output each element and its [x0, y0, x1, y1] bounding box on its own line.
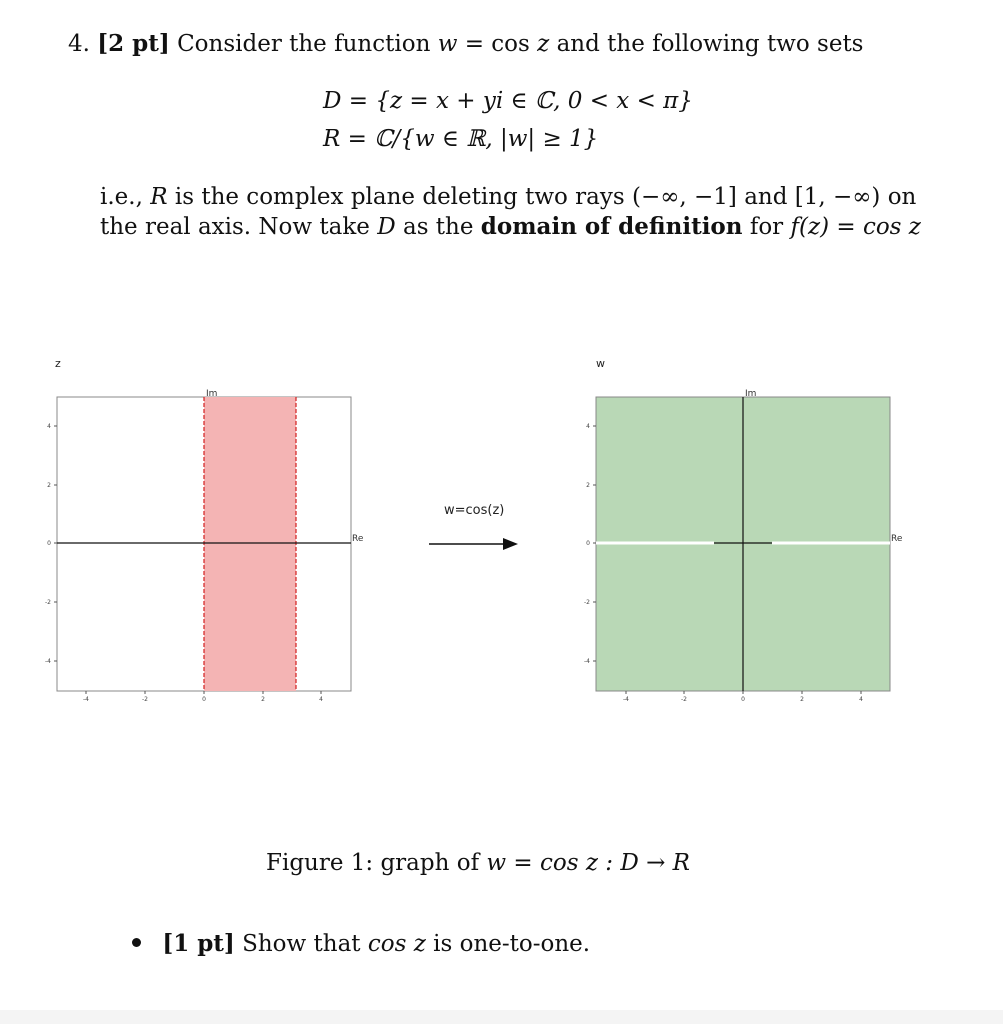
subquestion-points: [1 pt]	[162, 930, 235, 957]
mapping-arrow	[429, 538, 518, 550]
left-panel-label: z	[55, 357, 61, 370]
paragraph-line-2	[100, 212, 930, 242]
z-ytick-label: 2	[47, 482, 51, 489]
explanation-paragraph	[100, 182, 930, 242]
line2-a: the real axis. Now take	[100, 214, 370, 240]
var-w: w	[437, 31, 458, 57]
eq-sign: =	[464, 31, 484, 57]
z-xtick-label: 0	[202, 696, 206, 703]
w-xtick-label: -2	[681, 696, 687, 703]
right-panel-label: w	[596, 357, 605, 370]
line1-rest: is the complex plane deleting two rays (−∞, −1] and [1, −∞) on	[174, 184, 917, 210]
w-y-ticks	[584, 423, 596, 665]
z-x-ticks	[83, 691, 323, 703]
function-expr: f(z) = cos z	[790, 214, 921, 240]
w-xtick-label: 4	[859, 696, 863, 703]
cos-fn: cos	[491, 31, 530, 57]
subquestion-text-a: Show that	[242, 931, 361, 957]
w-xtick-label: 2	[800, 696, 804, 703]
page-bottom-strip	[0, 1010, 1003, 1024]
problem-statement	[68, 30, 864, 57]
w-plane-panel	[584, 389, 903, 703]
w-re-label: Re	[891, 534, 903, 544]
w-ytick-label: -2	[584, 599, 590, 606]
z-ytick-label: 0	[47, 540, 51, 547]
problem-rest: and the following two sets	[556, 31, 864, 57]
z-ytick-label: -2	[45, 599, 51, 606]
subquestion-text-b: is one-to-one.	[433, 931, 591, 957]
z-ytick-label: 4	[47, 423, 51, 430]
domain-strip	[204, 397, 296, 691]
z-xtick-label: 4	[319, 696, 323, 703]
subquestion-bullet	[132, 930, 590, 957]
domain-of-definition: domain of definition	[480, 213, 743, 240]
set-r-definition: R = ℂ/{w ∈ ℝ, |w| ≥ 1}	[323, 126, 599, 152]
figure-graphics	[0, 380, 1003, 710]
problem-intro: Consider the function	[177, 31, 431, 57]
w-ytick-label: -4	[584, 658, 590, 665]
line2-b: as the	[402, 214, 474, 240]
set-d-definition: D = {z = x + yi ∈ ℂ, 0 < x < π}	[323, 88, 693, 114]
bullet-dot-icon	[132, 938, 141, 947]
z-ytick-label: -4	[45, 658, 51, 665]
z-y-ticks	[45, 423, 57, 665]
w-xtick-label: 0	[741, 696, 745, 703]
z-xtick-label: -4	[83, 696, 89, 703]
z-plane-panel	[45, 389, 364, 703]
z-xtick-label: 2	[261, 696, 265, 703]
w-ytick-label: 2	[586, 482, 590, 489]
paragraph-line-1	[100, 182, 930, 212]
var-d: D	[377, 214, 396, 240]
problem-number: 4.	[68, 31, 90, 57]
z-im-label: Im	[206, 389, 218, 399]
w-im-label: Im	[745, 389, 757, 399]
z-xtick-label: -2	[142, 696, 148, 703]
mapping-label: w=cos(z)	[444, 503, 505, 518]
w-ytick-label: 4	[586, 423, 590, 430]
line2-c: for	[749, 214, 784, 240]
subquestion-expr: cos z	[367, 931, 426, 957]
w-ytick-label: 0	[586, 540, 590, 547]
w-xtick-label: -4	[623, 696, 629, 703]
var-z: z	[537, 31, 550, 57]
caption-expr: w = cos z : D → R	[486, 850, 690, 876]
ie-text: i.e.,	[100, 184, 143, 210]
w-x-ticks	[623, 691, 863, 703]
problem-points: [2 pt]	[97, 30, 170, 57]
figure-caption	[266, 850, 690, 876]
var-r: R	[150, 184, 168, 210]
caption-prefix: Figure 1: graph of	[266, 850, 480, 876]
z-re-label: Re	[352, 534, 364, 544]
